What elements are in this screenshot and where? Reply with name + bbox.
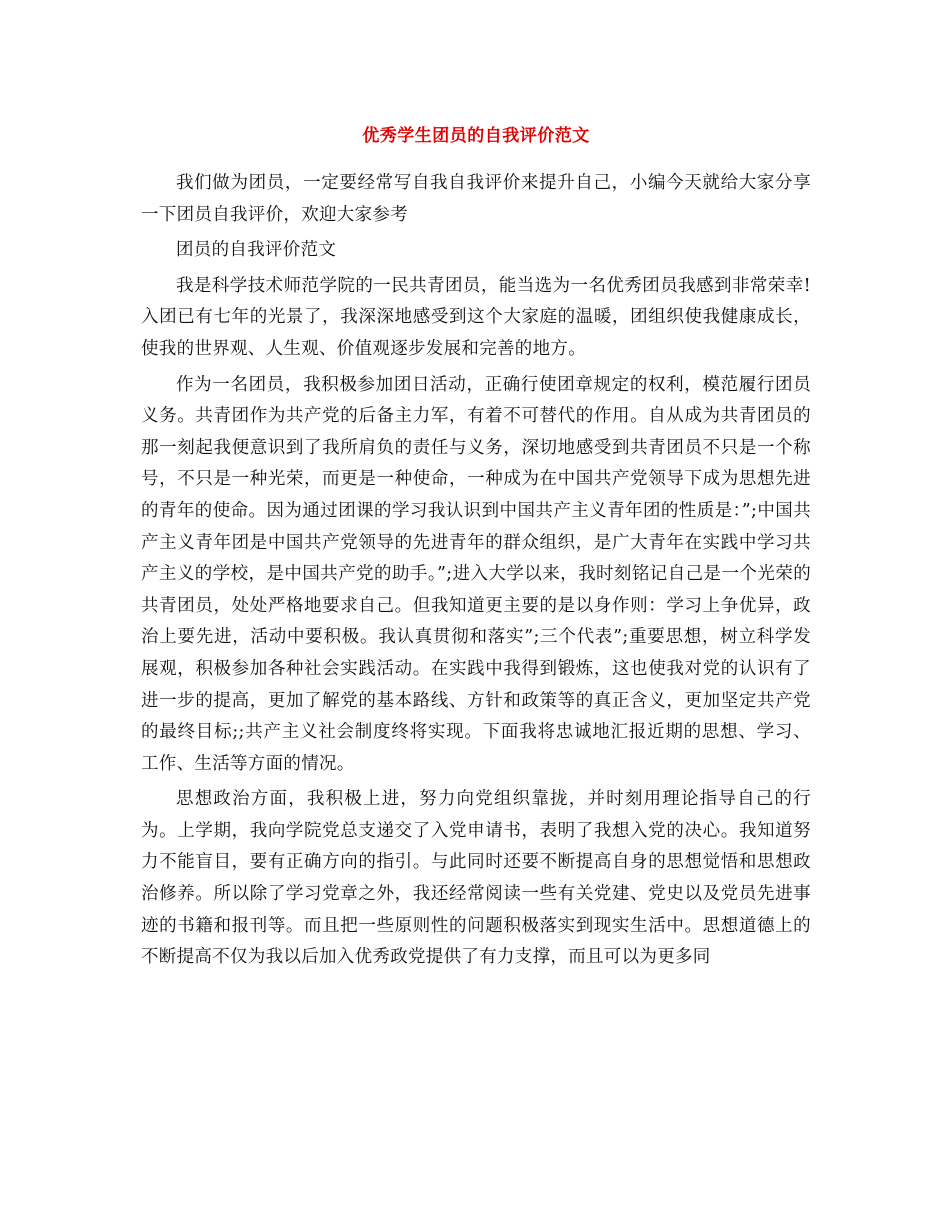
document-title: 优秀学生团员的自我评价范文 bbox=[362, 126, 590, 146]
paragraph-3: 思想政治方面，我积极上进，努力向党组织靠拢，并时刻用理论指导自己的行为。上学期，我向学院党总支递交了入党申请书，表明了我想入党的决心。我知道努力不能盲目，要有正确方向的指引。与此同时还要不断提高自身的思想觉悟和思想政治修养。所以除了学习党章之外，我还经常阅读一些有关党建、党史以及党员先进事迹的书籍和报刊等。而且把一些原则性的问题积极落实到现实生活中。思想道德上的不断提高不仅为我以后加入优秀政党提供了有力支撑，而且可以为更多同 bbox=[141, 789, 811, 968]
paragraph-1: 我是科学技术师范学院的一民共青团员，能当选为一名优秀团员我感到非常荣幸!入团已有七年的光景了，我深深地感受到这个大家庭的温暖，团组织使我健康成长，使我的世界观、人生观、价值观逐步发展和完善的地方。 bbox=[141, 275, 811, 359]
paragraph-subtitle: 团员的自我评价范文 bbox=[176, 240, 337, 261]
paragraph-intro: 我们做为团员，一定要经常写自我自我评价来提升自己，小编今天就给大家分享一下团员自我评价，欢迎大家参考 bbox=[141, 173, 811, 225]
paragraph-2: 作为一名团员，我积极参加团日活动，正确行使团章规定的权利，模范履行团员义务。共青团作为共产党的后备主力军，有着不可替代的作用。自从成为共青团员的那一刻起我便意识到了我所肩负的责任与义务，深切地感受到共青团员不只是一个称号，不只是一种光荣，而更是一种使命，一种成为在中国共产党领导下成为思想先进的青年的使命。因为通过团课的学习我认识到中国共产主义青年团的性质是：”;中国共产主义青年团是中国共产党领导的先进青年的群众组织，是广大青年在实践中学习共产主义的学校，是中国共产党的助手。”;进入大学以来，我时刻铭记自己是一个光荣的共青团员，处处严格地要求自己。但我知道更主要的是以身作则：学习上争优异，政治上要先进，活动中要积极。我认真贯彻和落实”;三个代表”;重要思想，树立科学发展观，积极参加各种社会实践活动。在实践中我得到锻炼，这也使我对党的认识有了进一步的提高，更加了解党的基本路线、方针和政策等的真正含义，更加坚定共产党的最终目标;;共产主义社会制度终将实现。下面我将忠诚地汇报近期的思想、学习、工作、生活等方面的情况。 bbox=[141, 374, 811, 774]
document-page bbox=[141, 118, 811, 978]
